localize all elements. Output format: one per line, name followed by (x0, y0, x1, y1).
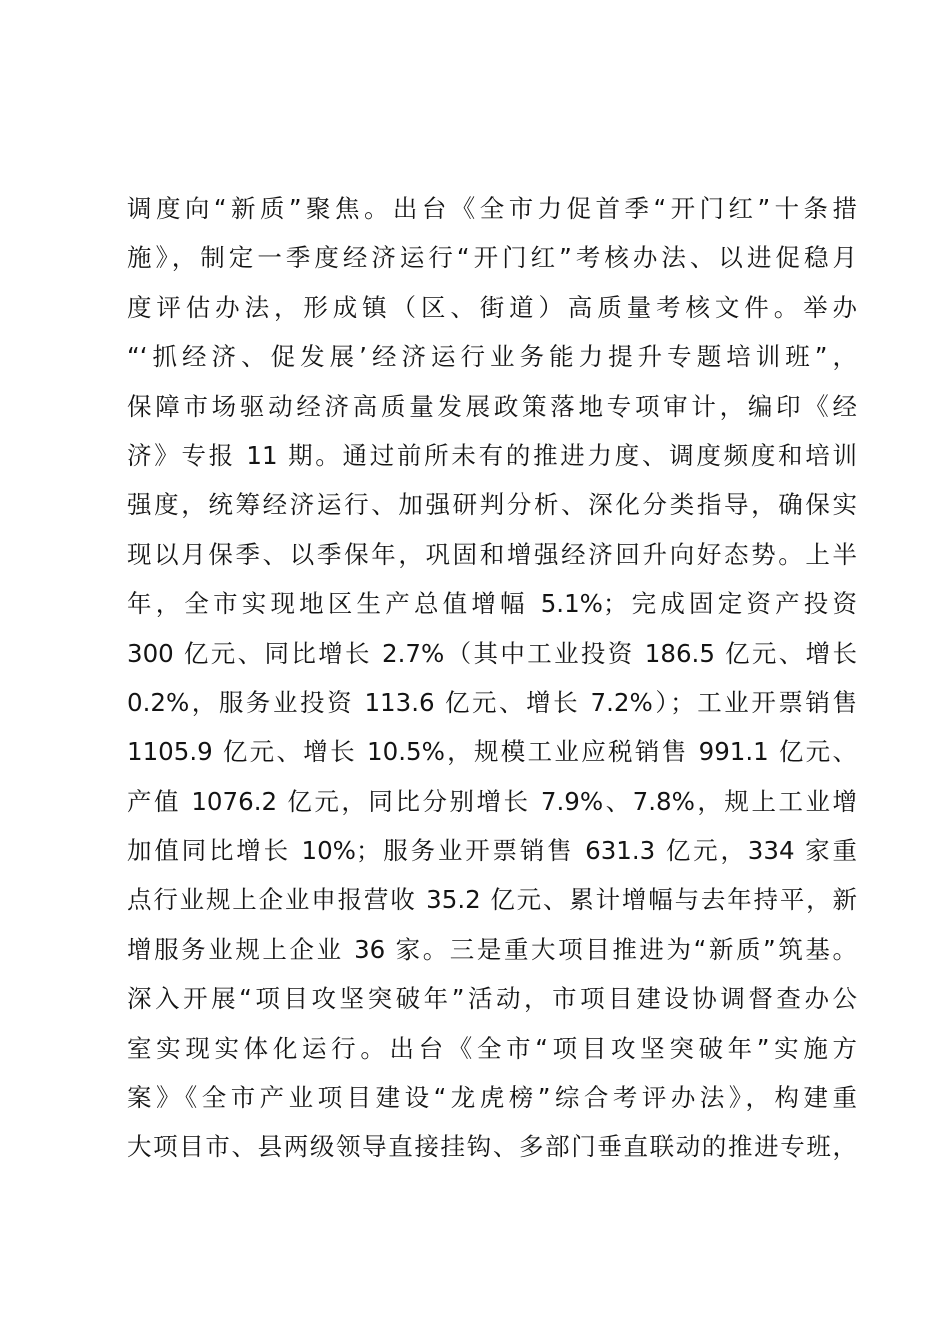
text-line-9: 年，全市实现地区生产总值增幅 5.1%；完成固定资产投资 (127, 589, 857, 619)
text-line-19: 案》《全市产业项目建设“龙虎榜”综合考评办法》，构建重 (127, 1083, 857, 1113)
text-line-17: 深入开展“项目攻坚突破年”活动，市项目建设协调督查办公 (127, 984, 857, 1014)
text-line-3: 度评估办法，形成镇（区、街道）高质量考核文件。举办 (127, 292, 857, 322)
text-line-13: 产值 1076.2 亿元，同比分别增长 7.9%、7.8%，规上工业增 (127, 786, 857, 816)
text-line-15: 点行业规上企业申报营收 35.2 亿元、累计增幅与去年持平，新 (127, 885, 857, 915)
text-line-11: 0.2%，服务业投资 113.6 亿元、增长 7.2%）；工业开票销售 (127, 687, 857, 717)
text-line-6: 济》专报 11 期。通过前所未有的推进力度、调度频度和培训 (127, 440, 857, 470)
text-line-14: 加值同比增长 10%；服务业开票销售 631.3 亿元，334 家重 (127, 836, 857, 866)
text-line-7: 强度，统筹经济运行、加强研判分析、深化分类指导，确保实 (127, 490, 857, 520)
text-line-16: 增服务业规上企业 36 家。三是重大项目推进为“新质”筑基。 (127, 934, 857, 964)
text-line-5: 保障市场驱动经济高质量发展政策落地专项审计，编印《经 (127, 391, 857, 421)
text-line-10: 300 亿元、同比增长 2.7%（其中工业投资 186.5 亿元、增长 (127, 638, 857, 668)
text-line-4: “‘抓经济、促发展’经济运行业务能力提升专题培训班”， (127, 342, 857, 372)
text-line-18: 室实现实体化运行。出台《全市“项目攻坚突破年”实施方 (127, 1033, 857, 1063)
body-text (127, 184, 857, 1172)
text-line-8: 现以月保季、以季保年，巩固和增强经济回升向好态势。上半 (127, 539, 857, 569)
text-line-1: 调度向“新质”聚焦。出台《全市力促首季“开门红”十条措 (127, 194, 857, 223)
text-line-12: 1105.9 亿元、增长 10.5%，规模工业应税销售 991.1 亿元、 (127, 737, 857, 767)
text-line-2: 施》，制定一季度经济运行“开门红”考核办法、以进促稳月 (127, 243, 857, 273)
text-line-20: 大项目市、县两级领导直接挂钩、多部门垂直联动的推进专班， (127, 1132, 857, 1162)
